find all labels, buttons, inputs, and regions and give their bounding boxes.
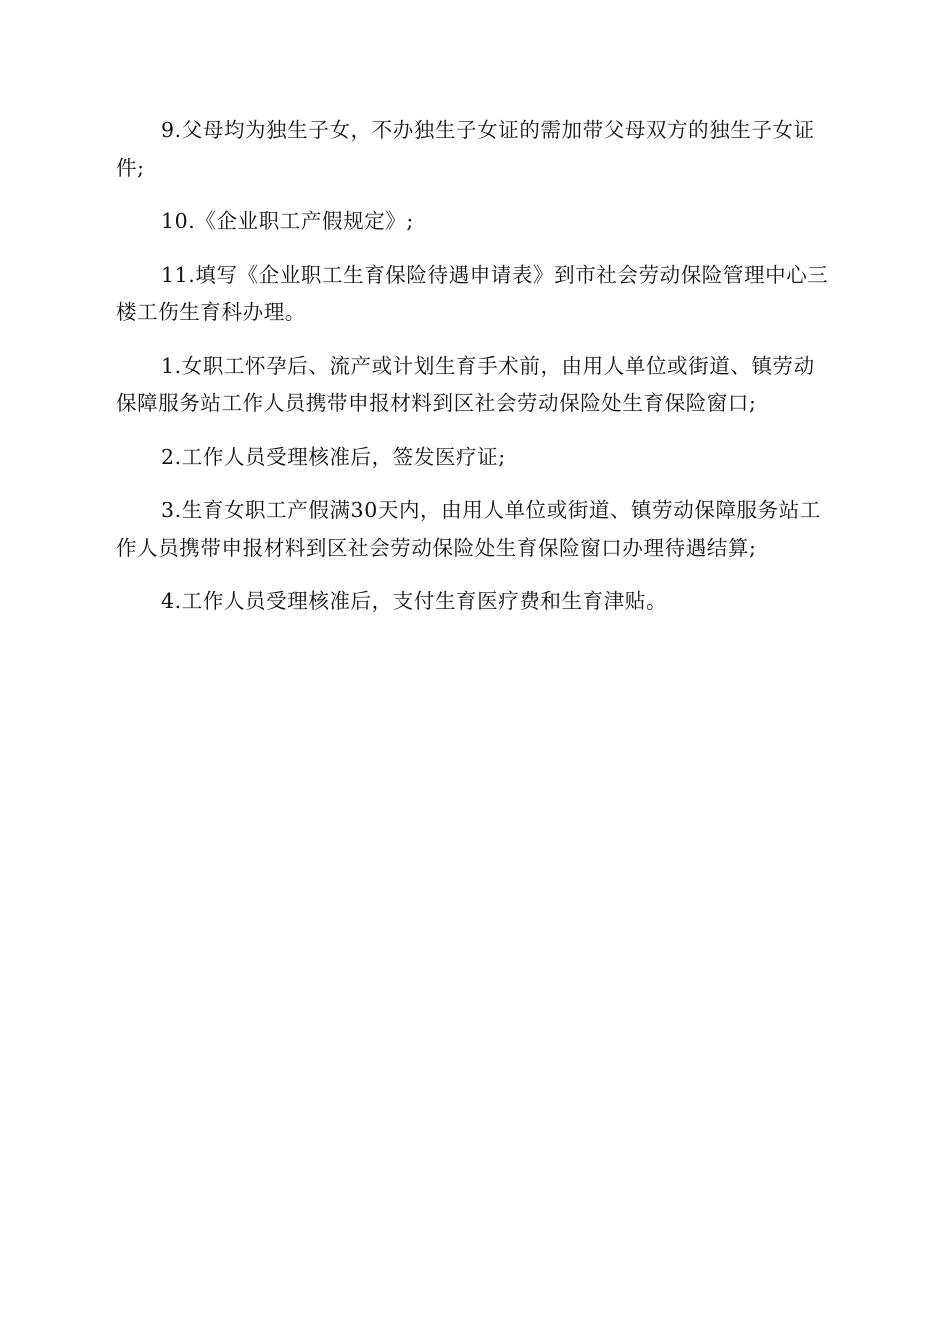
paragraph-item-10: 10.《企业职工产假规定》; bbox=[161, 209, 414, 233]
document-body bbox=[116, 112, 834, 637]
paragraph-item-11: 11.填写《企业职工生育保险待遇申请表》到市社会劳动保险管理中心三楼工伤生育科办理。 bbox=[116, 262, 829, 324]
procedure-step-1: 1.女职工怀孕后、流产或计划生育手术前，由用人单位或街道、镇劳动保障服务站工作人员携带申报材料到区社会劳动保险处生育保险窗口; bbox=[116, 353, 815, 415]
paragraph-item-9: 9.父母均为独生子女，不办独生子女证的需加带父母双方的独生子女证件; bbox=[116, 118, 815, 180]
procedure-step-2: 2.工作人员受理核准后，签发医疗证; bbox=[161, 444, 506, 469]
procedure-step-4: 4.工作人员受理核准后，支付生育医疗费和生育津贴。 bbox=[161, 589, 668, 613]
procedure-step-3: 3.生育女职工产假满30天内，由用人单位或街道、镇劳动保障服务站工作人员携带申报材料到区社会劳动保险处生育保险窗口办理待遇结算; bbox=[116, 498, 821, 560]
